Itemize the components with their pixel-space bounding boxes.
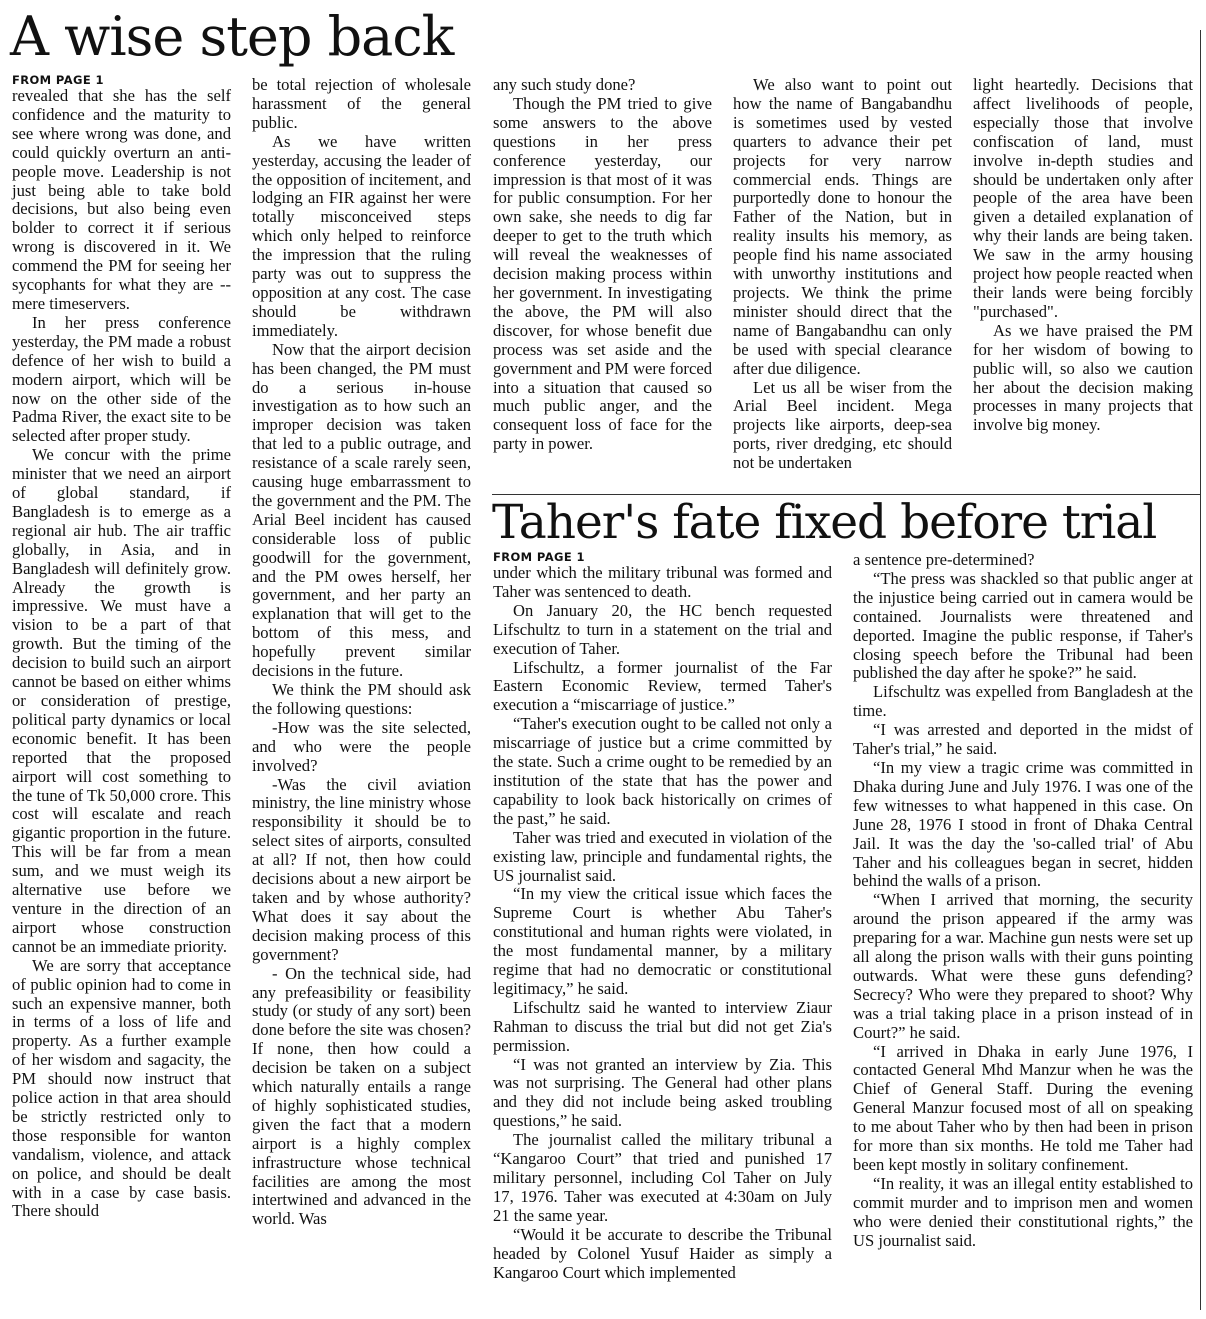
paragraph: “I arrived in Dhaka in early June 1976, I contacted General Mhd Manzur when he was the Chief of General Staff. During the evening General Manzur focused most of all on speaking to me about Taher who by then had been in prison for more than six months. He told me Taher had been kept mostly in solitary confinement.: [853, 1041, 1193, 1174]
paragraph: Lifschultz said he wanted to interview Ziaur Rahman to discuss the trial but did not get Zia's permission.: [493, 997, 832, 1055]
article1-column-5: [973, 76, 1193, 435]
paragraph: “The press was shackled so that public anger at the injustice being carried out in camera would be contained. Journalists were threatened and deported. Imagine the public response, if Taher's closing speech before the Tribunal had been published the day after he spoke?” he said.: [853, 568, 1193, 683]
from-page-label: FROM PAGE 1: [12, 73, 104, 87]
paragraph: Lifschultz was expelled from Bangladesh at the time.: [853, 682, 1193, 721]
paragraph: “I was arrested and deported in the midst of Taher's trial,” he said.: [853, 720, 1193, 759]
paragraph: We are sorry that acceptance of public opinion had to come in such an expensive manner, both in terms of a loss of life and property. As a further example of her wisdom and sagacity, the PM should now instruct that police action in that area should be strictly restricted only to those responsible for wanton vandalism, violence, and attack on police, and should be dealt with in a case by case basis. There should: [12, 955, 231, 1221]
paragraph: “Taher's execution ought to be called not only a miscarriage of justice but a crime committed by the state. Such a crime ought to be remedied by an institution of the state that has the power and capability to look back historically on crimes of the past,” he said.: [493, 714, 832, 828]
paragraph: The journalist called the military tribunal a “Kangaroo Court” that tried and punished 17 military personnel, including Col Taher on July 17, 1976. Taher was executed at 4:30am on July 21 the same year.: [493, 1130, 832, 1225]
paragraph: light heartedly. Decisions that affect livelihoods of people, especially those that involve confiscation of land, must involve in-depth studies and should be undertaken only after people of the area have been given a detailed explanation of why their lands are being taken. We saw in the army housing project how people reacted when their lands were being forcibly "purchased".: [973, 75, 1193, 321]
column-rule-right: [1200, 30, 1201, 1310]
paragraph: On January 20, the HC bench requested Lifschultz to turn in a statement on the trial and execution of Taher.: [493, 600, 832, 658]
paragraph: “In my view a tragic crime was committed in Dhaka during June and July 1976. I was one of the few witnesses to what happened in this case. On June 28, 1976 I stood in front of Dhaka Central Jail. It was the day the 'so-called trial' of Abu Taher and his colleagues began in secret, hidden behind the walls of a prison.: [853, 757, 1193, 891]
article1-column-4: [733, 76, 952, 473]
paragraph: -Was the civil aviation ministry, the line ministry whose responsibility it should be to select sites of airports, consulted at all? If not, then how could decisions about a new airport be taken and by whose authority? What does it say about the decision making process of this government?: [252, 774, 471, 964]
article1-column-3: [493, 76, 712, 454]
article1-column-1: [12, 73, 231, 1221]
paragraph: Though the PM tried to give some answers to the above questions in her press conference yesterday, our impression is that most of it was for public consumption. For her own sake, she needs to dig far deeper to get to the truth which will reveal the weaknesses of decision making process within her government. In investigating the above, the PM will also discover, for whose benefit due process was set aside and the government and PM were forced into a situation that caused so much public anger, and the consequent loss of face for the party in power.: [493, 93, 712, 454]
paragraph: any such study done?: [493, 75, 636, 94]
paragraph: be total rejection of wholesale harassment of the general public.: [252, 75, 471, 132]
paragraph: Taher was tried and executed in violation of the existing law, principle and fundamental rights, the US journalist said.: [493, 827, 832, 885]
article2-column-2: [853, 551, 1193, 1251]
paragraph: As we have written yesterday, accusing the leader of the opposition of incitement, and lodging an FIR against her were totally misconceived steps which only helped to reinforce the impression that the ruling party was out to suppress the opposition at any cost. The case should be withdrawn immediately.: [252, 131, 471, 340]
paragraph: In her press conference yesterday, the PM made a robust defence of her wish to build a modern airport, which will be now on the other side of the Padma River, the exact site to be selected after proper study.: [12, 312, 231, 446]
article2-column-1: [493, 550, 832, 1282]
paragraph: “When I arrived that morning, the security around the prison appeared if the army was preparing for a war. Machine gun nests were set up all along the prison walls with their guns pointing outwards. What were these guns defending? Secrecy? Who were they prepared to shoot? Why was a trial taking place in a prison instead of in Court?” he said.: [853, 890, 1193, 1042]
paragraph: As we have praised the PM for her wisdom of bowing to public will, so also we caution her about the decision making processes in many projects that involve big money.: [973, 320, 1193, 435]
paragraph: a sentence pre-determined?: [853, 550, 1035, 569]
paragraph: - On the technical side, had any prefeasibility or feasibility study (or study of any sort) been done before the site was chosen? If none, then how could a decision be taken on a subject which naturally entails a range of highly sophisticated studies, given the fact that a modern airport is a highly complex infrastructure whose technical facilities are among the most intertwined and advanced in the world. Was: [252, 963, 471, 1229]
paragraph: revealed that she has the self confidence and the maturity to see where wrong was done, and could quickly overturn an anti-people move. Leadership is not just being able to take bold decisions, but also being even bolder to correct it if serious wrong is discovered in it. We commend the PM for seeing her sycophants for what they are -- mere timeservers.: [12, 86, 231, 313]
paragraph: “I was not granted an interview by Zia. This was not surprising. The General had other plans and they did not include being asked troubling questions,” he said.: [493, 1054, 832, 1131]
from-page-label: FROM PAGE 1: [493, 550, 585, 564]
paragraph: We think the PM should ask the following questions:: [252, 680, 471, 718]
paragraph: Now that the airport decision has been changed, the PM must do a serious in-house investigation as to how such an improper decision was taken that led to a public outrage, and resistance of a scale rarely seen, causing huge embarrassment to the government and the PM. The Arial Beel incident has caused considerable loss of public goodwill for the government, and the PM owes herself, her government, and her party an explanation that will get to the bottom of this mess, and hopefully prevent similar decisions in the future.: [252, 339, 471, 681]
article1-column-2: [252, 76, 471, 1229]
paragraph: Lifschultz, a former journalist of the Far Eastern Economic Review, termed Taher's execution a “miscarriage of justice.”: [493, 657, 832, 715]
paragraph: -How was the site selected, and who were the people involved?: [252, 717, 471, 775]
headline-tahers-fate: Taher's fate fixed before trial: [492, 495, 1157, 550]
paragraph: We also want to point out how the name of Bangabandhu is sometimes used by vested quarters to advance their pet projects for very narrow commercial ends. Things are purportedly done to honour the Father of the Nation, but in reality insults his memory, as people find his name associated with unworthy institutions and projects. We think the prime minister should direct that the name of Bangabandhu can only be used with special clearance after due diligence.: [733, 75, 952, 378]
paragraph: “In reality, it was an illegal entity established to commit murder and to imprison men and women who were denied their constitutional rights,” the US journalist said.: [853, 1173, 1193, 1250]
paragraph: “In my view the critical issue which faces the Supreme Court is whether Abu Taher's constitutional and human rights were violated, in the most fundamental manner, by a military regime that had no democratic or constitutional legitimacy,” he said.: [493, 884, 832, 998]
headline-wise-step-back: A wise step back: [10, 5, 454, 68]
paragraph: We concur with the prime minister that we need an airport of global standard, if Bangladesh is to emerge as a regional air hub. The air traffic globally, in Asia, and in Bangladesh will definitely grow. Already the growth is impressive. We must have a vision to be a part of that growth. But the timing of the decision to build such an airport cannot be based on either whims or consideration of prestige, political party dynamics or local economic benefit. It has been reported that the proposed airport will cost something to the tune of Tk 50,000 crore. This cost will escalate and reach gigantic proportion in the future. This will be far from a mean sum, and we must weigh its alternative use before we venture in the direction of an airport whose construction cannot be an immediate priority.: [12, 445, 231, 956]
paragraph: Let us all be wiser from the Arial Beel incident. Mega projects like airports, deep-sea ports, river dredging, etc should not be undertaken: [733, 377, 952, 473]
paragraph: “Would it be accurate to describe the Tribunal headed by Colonel Yusuf Haider as simply a Kangaroo Court which implemented: [493, 1224, 832, 1282]
paragraph: under which the military tribunal was formed and Taher was sentenced to death.: [493, 563, 832, 601]
